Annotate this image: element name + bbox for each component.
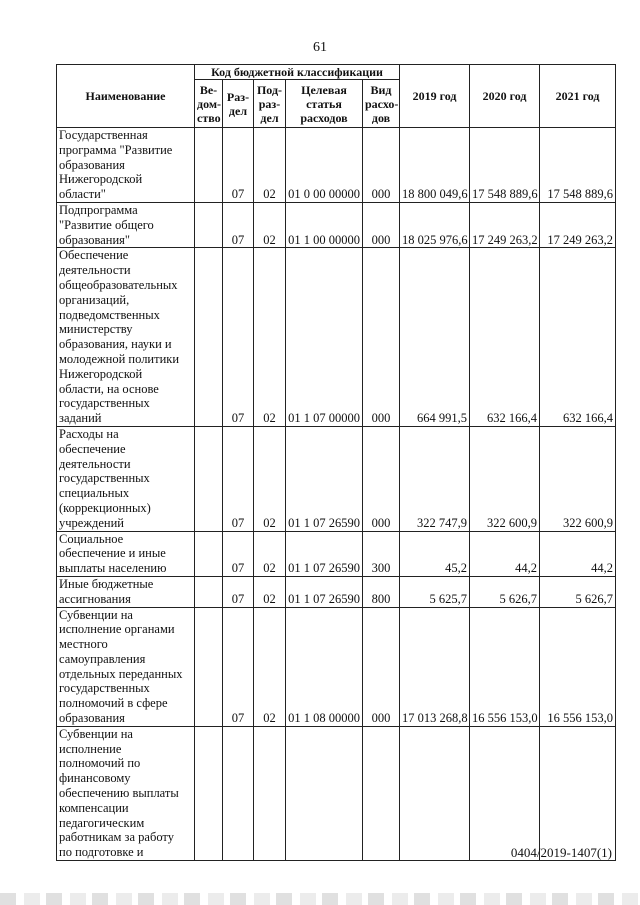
table-row [57,248,616,427]
row-razdel [223,726,254,860]
row-2019: 322 747,9 [400,426,470,531]
row-2019: 45,2 [400,531,470,576]
row-2021: 5 626,7 [540,576,616,607]
header-razdel: Раз- дел [223,80,254,128]
row-2020: 17 249 263,2 [470,202,540,247]
row-vid-rashodov: 000 [363,248,400,427]
header-2021: 2021 год [540,65,616,128]
header-2020: 2020 год [470,65,540,128]
row-2020: 5 626,7 [470,576,540,607]
row-celevaya-statya: 01 1 07 00000 [286,248,363,427]
table-row [57,128,616,203]
row-2020: 17 548 889,6 [470,128,540,203]
row-2020: 44,2 [470,531,540,576]
row-2021: 44,2 [540,531,616,576]
row-celevaya-statya: 01 1 07 26590 [286,426,363,531]
row-razdel: 07 [223,248,254,427]
row-podrazdel: 02 [254,426,286,531]
row-razdel: 07 [223,607,254,726]
row-2019: 664 991,5 [400,248,470,427]
row-podrazdel: 02 [254,607,286,726]
row-2021: 16 556 153,0 [540,607,616,726]
row-2020: 632 166,4 [470,248,540,427]
row-name: Субвенции на исполнение полномочий по финансовому обеспечению выплаты компенсации педагогическим работникам за работу по подготовке и [57,726,195,860]
row-vid-rashodov: 800 [363,576,400,607]
table-header [57,65,616,128]
row-2020 [470,726,540,860]
row-razdel: 07 [223,128,254,203]
row-2019 [400,726,470,860]
row-2021: 17 249 263,2 [540,202,616,247]
row-podrazdel: 02 [254,202,286,247]
row-vedomstvo [195,726,223,860]
row-name: Иные бюджетные ассигнования [57,576,195,607]
row-celevaya-statya: 01 0 00 00000 [286,128,363,203]
header-vedomstvo: Ве- дом- ство [195,80,223,128]
row-name: Подпрограмма "Развитие общего образования" [57,202,195,247]
row-name: Социальное обеспечение и иные выплаты населению [57,531,195,576]
row-razdel: 07 [223,576,254,607]
header-celevaya-statya: Целевая статья расходов [286,80,363,128]
row-vedomstvo [195,531,223,576]
page-number: 61 [313,40,327,55]
table-row [57,426,616,531]
row-vedomstvo [195,607,223,726]
header-budget-code: Код бюджетной классификации [195,65,400,80]
row-celevaya-statya: 01 1 07 26590 [286,531,363,576]
row-2020: 322 600,9 [470,426,540,531]
budget-table [56,64,616,861]
row-razdel: 07 [223,426,254,531]
row-razdel: 07 [223,531,254,576]
row-vid-rashodov: 000 [363,202,400,247]
scan-edge [0,893,640,905]
row-2019: 18 800 049,6 [400,128,470,203]
document-code: 0404/2019-1407(1) [510,845,612,860]
row-name: Обеспечение деятельности общеобразовательных организаций, подведомственных министерству образования, науки и молодежной политики Нижегородской области, на основе государственных заданий [57,248,195,427]
row-vid-rashodov: 300 [363,531,400,576]
row-vedomstvo [195,426,223,531]
row-name: Государственная программа "Развитие образования Нижегородской области" [57,128,195,203]
row-name: Субвенции на исполнение органами местного самоуправления отдельных переданных государственных полномочий в сфере образования [57,607,195,726]
row-2021: 17 548 889,6 [540,128,616,203]
row-2020: 16 556 153,0 [470,607,540,726]
table-body [57,128,616,861]
table-row [57,202,616,247]
row-celevaya-statya: 01 1 07 26590 [286,576,363,607]
row-2021: 632 166,4 [540,248,616,427]
row-vedomstvo [195,202,223,247]
table-row [57,576,616,607]
header-2019: 2019 год [400,65,470,128]
table-row [57,531,616,576]
header-podrazdel: Под- раз- дел [254,80,286,128]
row-podrazdel: 02 [254,576,286,607]
row-podrazdel: 02 [254,128,286,203]
row-vedomstvo [195,248,223,427]
table-row [57,726,616,860]
row-2019: 18 025 976,6 [400,202,470,247]
row-2019: 17 013 268,8 [400,607,470,726]
row-vid-rashodov: 000 [363,128,400,203]
row-podrazdel [254,726,286,860]
row-celevaya-statya: 01 1 08 00000 [286,607,363,726]
row-vid-rashodov: 000 [363,607,400,726]
row-2021 [540,726,616,860]
row-celevaya-statya [286,726,363,860]
row-name: Расходы на обеспечение деятельности государственных специальных (коррекционных) учреждений [57,426,195,531]
row-podrazdel: 02 [254,248,286,427]
row-razdel: 07 [223,202,254,247]
row-vedomstvo [195,128,223,203]
row-podrazdel: 02 [254,531,286,576]
table-row [57,607,616,726]
row-vedomstvo [195,576,223,607]
row-vid-rashodov: 000 [363,426,400,531]
header-vid-rashodov: Вид расхо- дов [363,80,400,128]
row-celevaya-statya: 01 1 00 00000 [286,202,363,247]
row-2019: 5 625,7 [400,576,470,607]
row-2021: 322 600,9 [540,426,616,531]
header-name: Наименование [57,65,195,128]
row-vid-rashodov [363,726,400,860]
